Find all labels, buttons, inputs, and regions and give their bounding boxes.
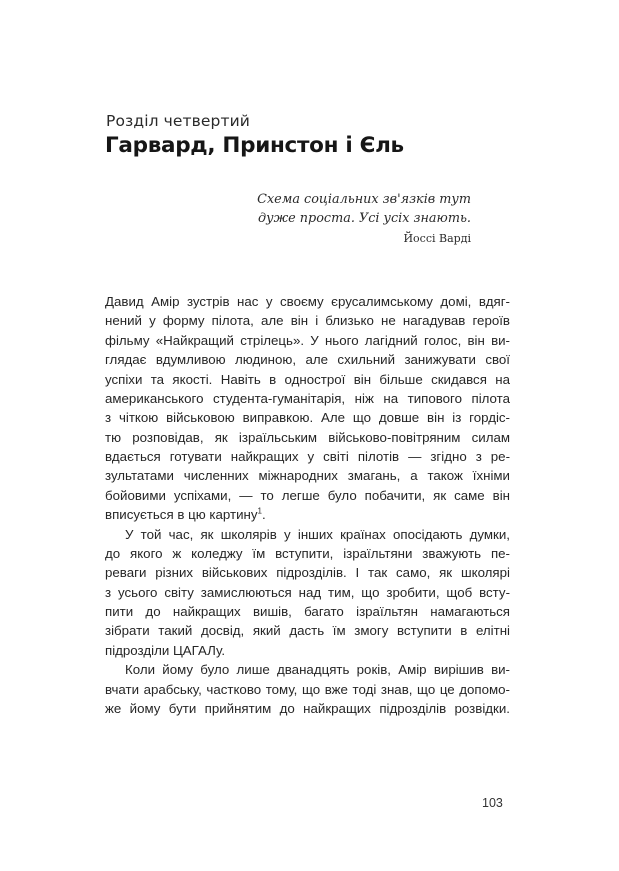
text-line: фільму «Найкращий стрілець». У нього лагідний голос, він ви- xyxy=(105,332,510,348)
paragraph xyxy=(105,292,510,525)
text-line: пити до найкращих вишів, багато ізраїльтян намагаються xyxy=(105,604,510,619)
text-line: Давид Амір зустрів нас у своєму єрусалимському домі, вдяг- xyxy=(105,294,510,309)
text-line: вдається готувати найкращих у світі пілотів — згідно з ре- xyxy=(105,449,510,464)
text-line: зультатами численних міжнародних змагань, а також їхніми xyxy=(105,468,510,484)
text-line: вписується в цю картину$^1$. xyxy=(105,506,266,523)
page-number: 103 xyxy=(482,796,503,810)
chapter-title: Гарвард, Принстон і Єль xyxy=(105,133,404,158)
text-line-content: вписується в цю картину xyxy=(105,507,258,523)
epigraph-author: Йоссі Варді xyxy=(403,232,471,245)
text-line: бойовими успіхами, — то легше було побачити, як саме він xyxy=(105,487,510,503)
chapter-label: Розділ четвертий xyxy=(106,112,250,130)
text-line: до якого ж коледжу їм вступити, ізраїльтяни зважують пе- xyxy=(105,545,510,561)
footnote-marker[interactable]: 1 xyxy=(257,506,262,516)
paragraph xyxy=(105,660,510,718)
text-line: з усього світу замислюються над тим, що зробити, щоб всту- xyxy=(105,584,510,600)
text-line: реваги різних військових підрозділів. І так само, як школярі xyxy=(105,565,510,581)
text-line: зібрати такий досвід, який дасть їм змогу вступити в елітні xyxy=(105,623,510,639)
text-line: успіхи та якості. Навіть в однострої він більше скидався на xyxy=(105,371,510,387)
body-text xyxy=(105,292,510,718)
text-line: У той час, як школярів у інших країнах опосідають думки, xyxy=(125,526,510,542)
text-line: американського студента-гуманітарія, ніж на типового пілота xyxy=(105,390,510,406)
text-line: тю розповідав, як ізраїльським військово-повітряним силам xyxy=(105,429,510,445)
text-line: нений у форму пілота, але він і близько не нагадував героїв xyxy=(105,313,510,329)
paragraph xyxy=(105,525,510,661)
epigraph-line: дуже проста. Усі усіх знають. xyxy=(258,211,471,226)
text-line: з чіткою військовою виправкою. Але що довше він із гордіс- xyxy=(105,410,510,426)
text-line: же йому бути прийнятим до найкращих підрозділів розвідки. xyxy=(105,700,510,716)
epigraph xyxy=(171,190,471,247)
text-line: вчати арабську, частково тому, що вже тоді знав, що це допомо- xyxy=(105,681,510,697)
text-line: підрозділи ЦАГАЛу. xyxy=(105,642,226,658)
epigraph-line: Схема соціальних зв'язків тут xyxy=(257,192,471,207)
text-line: глядає вдумливою людиною, але схильний занижувати свої xyxy=(105,352,510,368)
text-line: Коли йому було лише дванадцять років, Амір вирішив ви- xyxy=(125,662,510,678)
